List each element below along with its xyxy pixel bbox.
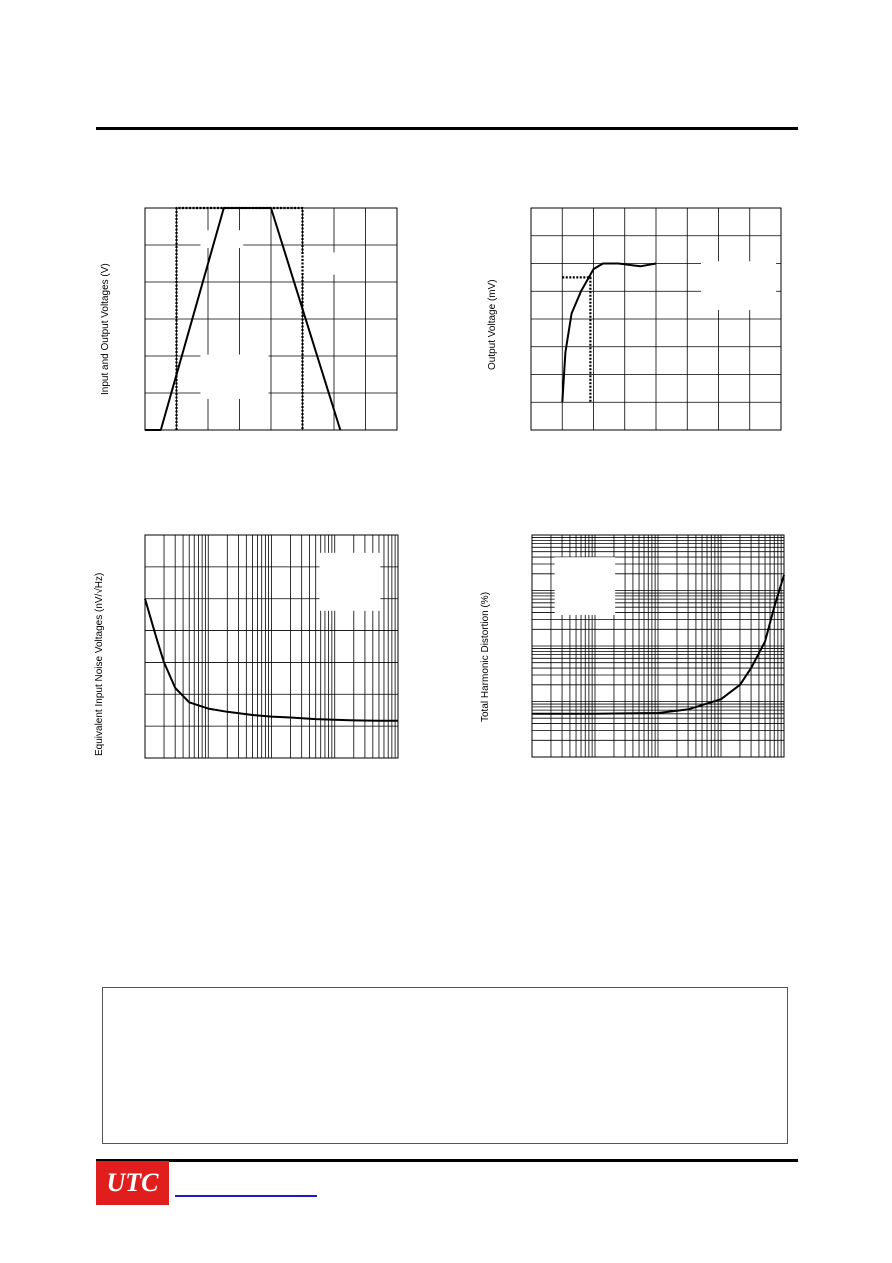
website-link-underline[interactable] <box>175 1195 317 1197</box>
chart1-annotation-area <box>200 355 268 399</box>
chart1-plot <box>145 208 397 430</box>
chart1-annotation-area <box>200 230 243 248</box>
chart4-annotation-area <box>555 557 615 615</box>
utc-logo: UTC <box>96 1161 169 1205</box>
chart1-y-axis-label: Input and Output Voltages (V) <box>100 263 111 395</box>
chart2-plot <box>531 208 781 430</box>
chart2-annotation-area <box>701 261 776 310</box>
footer-rule <box>96 1159 798 1162</box>
chart3-y-axis-label: Equivalent Input Noise Voltages (nV/√Hz) <box>94 572 105 756</box>
header-rule <box>96 127 798 130</box>
notice-box <box>102 987 788 1144</box>
chart3-annotation-area <box>320 553 381 611</box>
chart1-annotation-area <box>301 252 346 274</box>
chart3-plot <box>145 535 398 758</box>
chart4-plot <box>532 535 784 757</box>
chart2-y-axis-label: Output Voltage (mV) <box>487 279 498 370</box>
chart4-y-axis-label: Total Harmonic Distortion (%) <box>480 591 491 722</box>
